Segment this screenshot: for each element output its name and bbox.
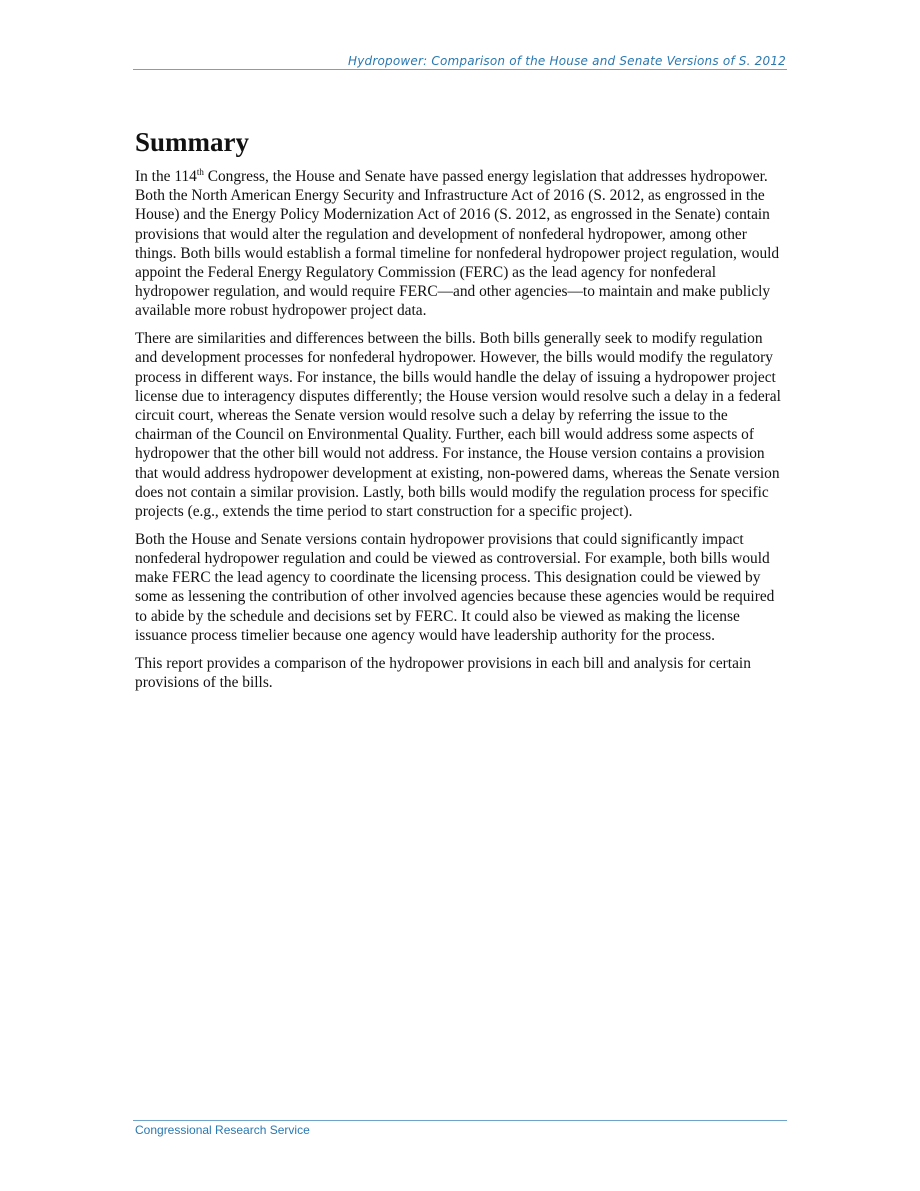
paragraph-2: There are similarities and differences between the bills. Both bills generally seek to modify regulation and development processes for nonfederal hydropower. However, the bills would modify the regulatory process in different ways. For instance, the bills would handle the delay of issuing a hydropower project license due to interagency disputes differently; the House version would resolve such a delay in a federal circuit court, whereas the Senate version would resolve such a delay by referring the issue to the chairman of the Council on Environmental Quality. Further, each bill would address some aspects of hydropower that the other bill would not address. For instance, the House version contains a provision that would address hydropower development at existing, non-powered dams, whereas the Senate version does not contain a similar provision. Lastly, both bills would modify the regulation process for specific projects (e.g., extends the time period to start construction for a specific project). <box>135 330 781 521</box>
header-divider <box>133 69 787 70</box>
paragraph-1-rest: Congress, the House and Senate have passed energy legislation that addresses hydropower. Both the North American Energy Security and Infrastructure Act of 2016 (S. 2012, as engrossed in the House) and the Energy Policy Modernization Act of 2016 (S. 2012, as engrossed in the Senate) contain provisions that would alter the regulation and development of nonfederal hydropower, among other things. Both bills would establish a formal timeline for nonfederal hydropower project regulation, would appoint the Federal Energy Regulatory Commission (FERC) as the lead agency for nonfederal hydropower regulation, and would require FERC—and other agencies—to maintain and make publicly available more robust hydropower project data. <box>135 168 780 320</box>
page-content <box>135 124 787 701</box>
running-header: Hydropower: Comparison of the House and Senate Versions of S. 2012 <box>348 54 786 68</box>
section-title: Summary <box>135 127 249 157</box>
footer-divider <box>133 1120 787 1121</box>
paragraph-1 <box>135 167 787 321</box>
paragraph-4: This report provides a comparison of the hydropower provisions in each bill and analysis for certain provisions of the bills. <box>135 654 751 691</box>
paragraph-3: Both the House and Senate versions contain hydropower provisions that could significantly impact nonfederal hydropower regulation and could be viewed as controversial. For example, both bills would make FERC the lead agency to coordinate the licensing process. This designation could be viewed by some as lessening the contribution of other involved agencies because these agencies would be required to abide by the schedule and decisions set by FERC. It could also be viewed as making the license issuance process timelier because one agency would have leadership authority for the process. <box>135 530 775 644</box>
footer-publisher: Congressional Research Service <box>135 1123 310 1137</box>
ordinal-superscript: th <box>196 167 204 177</box>
paragraph-1-start: In the 114 <box>135 168 197 185</box>
